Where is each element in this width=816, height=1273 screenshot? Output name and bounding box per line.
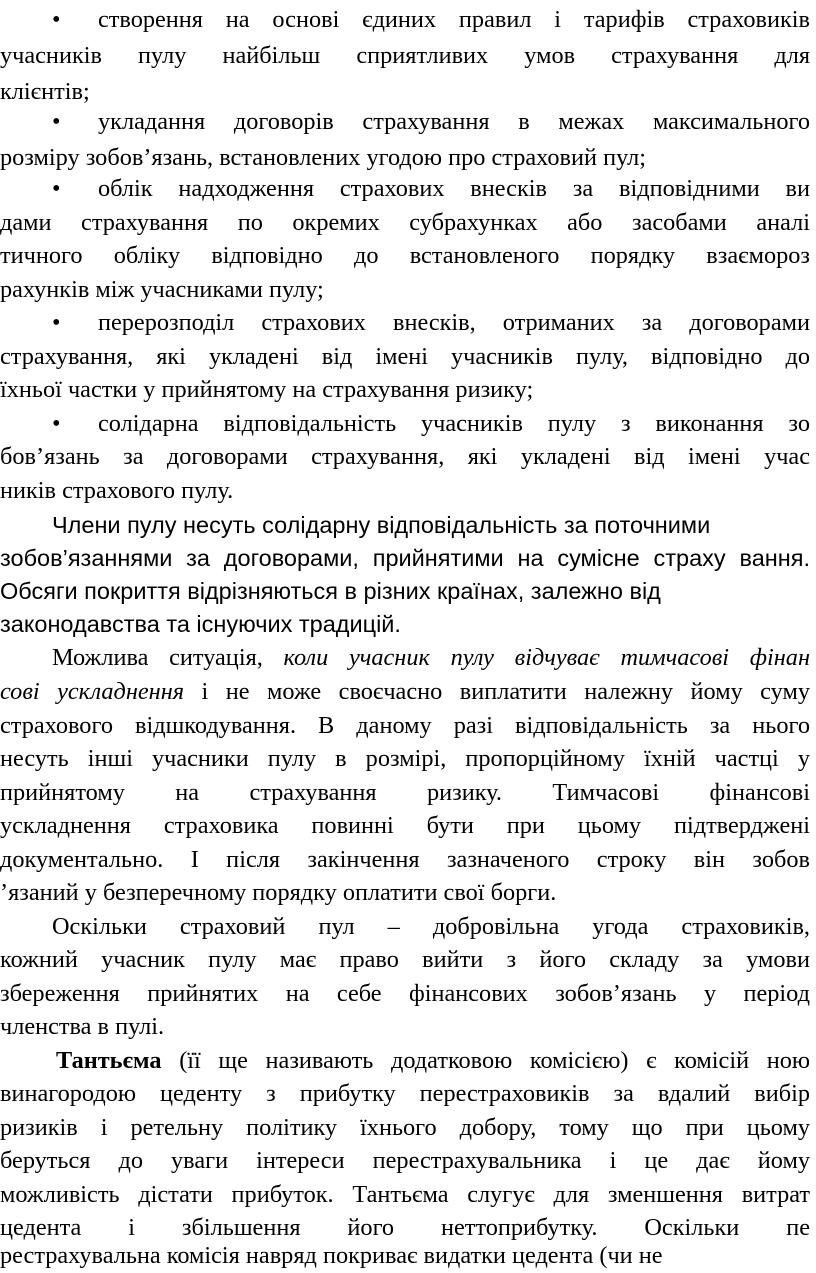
bullet-item-3-line-2: дами страхування по окремих субрахунках або засобами аналі — [0, 209, 810, 236]
paragraph-2-line-8: ’язаний у безперечному порядку оплатити свої борги. — [0, 879, 557, 906]
bullet-item-5-line-1 — [0, 406, 810, 442]
text-span: (її ще називають додатковою комісією) є комісій ною — [161, 1047, 810, 1074]
bullet-item-1-line-3: клієнтів; — [0, 78, 90, 105]
paragraph-3-line-2: кожний учасник пулу має право вийти з його складу за умови — [0, 946, 810, 973]
text-line: укладання договорів страхування в межах максимального — [98, 108, 810, 135]
bullet-mark: • — [52, 309, 61, 336]
paragraph-4-line-7: рестрахувальна комісія навряд покриває видатки цедента (чи не — [0, 1242, 663, 1269]
paragraph-4-line-3: ризиків і ретельну політику їхнього добору, тому що при цьому — [0, 1114, 810, 1141]
paragraph-2-line-4: несуть інші учасники пулу в розмірі, пропорційному їхній частці у — [0, 745, 810, 772]
bullet-item-3-line-3: тичного обліку відповідно до встановленого порядку взаєморoз — [0, 242, 810, 269]
paragraph-3-line-3: збереження прийнятих на себе фінансових зобов’язань у період — [0, 980, 810, 1007]
bullet-item-1-line-1 — [0, 2, 810, 38]
paragraph-4-line-5: можливість дістати прибуток. Тантьєма слугує для зменшення витрат — [0, 1181, 810, 1208]
paragraph-4-line-6: цедента і збільшення його неттоприбутку. Оскільки пе — [0, 1214, 810, 1241]
bullet-mark: • — [52, 108, 61, 135]
paragraph-4-line-4: беруться до уваги інтереси перестрахувальника і це дає йому — [0, 1147, 810, 1174]
paragraph-2-line-2 — [0, 674, 810, 710]
bullet-item-2-line-2: розміру зобов’язань, встановлених угодою про страховий пул; — [0, 144, 647, 171]
bullet-item-5-line-2: бов’язань за договорами страхування, які укладені від імені учас — [0, 443, 810, 470]
paragraph-2-line-6: ускладнення страховика повинні бути при цьому підтверджені — [0, 812, 810, 839]
paragraph-4-line-1 — [0, 1043, 810, 1079]
bullet-mark: • — [52, 410, 61, 437]
paragraph-1-line-2: зобов’язаннями за договорами, прийнятими на сумісне страху вання. — [0, 545, 810, 571]
italic-text-span: сові ускладнення — [0, 678, 185, 705]
bullet-item-4-line-3: їхньої частки у прийнятому на страхування ризику; — [0, 376, 534, 403]
italic-text-span: коли учасник пулу відчуває тимчасові фінан — [283, 644, 811, 671]
bullet-item-1-line-2: учасників пулу найбільш сприятливих умов страхування для — [0, 42, 810, 69]
paragraph-1-line-4: законодавства та існуючих традицій. — [0, 611, 401, 637]
paragraph-2-line-3: страхового відшкодування. В даному разі відповідальність за нього — [0, 712, 810, 739]
text-span: і не може своєчасно виплатити належну йому суму — [184, 678, 810, 705]
paragraph-4-line-2: винагородою цеденту з прибутку перестраховиків за вдалий вибір — [0, 1080, 810, 1107]
paragraph-2-line-5: прийнятому на страхування ризику. Тимчасові фінансові — [0, 779, 810, 806]
bullet-item-2-line-1 — [0, 104, 810, 140]
text-span: Можлива ситуація, — [52, 644, 284, 671]
bold-term: Тантьєма — [56, 1047, 162, 1074]
bullet-item-4-line-1 — [0, 305, 810, 341]
bullet-item-3-line-4: рахунків між учасниками пулу; — [0, 276, 324, 303]
bullet-mark: • — [52, 6, 61, 33]
text-line: солідарна відповідальність учасників пулу з виконання зо — [98, 410, 810, 437]
paragraph-1-line-3: Обсяги покриття відрізняються в різних країнах, залежно від — [0, 578, 661, 604]
text-line: облік надходження страхових внесків за відповідними ви — [98, 175, 810, 202]
bullet-item-5-line-3: ників страхового пулу. — [0, 477, 234, 504]
bullet-item-4-line-2: страхування, які укладені від імені учасників пулу, відповідно до — [0, 343, 810, 370]
text-line: створення на основі єдиних правил і тарифів страховиків — [98, 6, 810, 33]
paragraph-3-line-4: членства в пулі. — [0, 1013, 165, 1040]
bullet-item-3-line-1 — [0, 171, 810, 207]
paragraph-3-line-1: Оскільки страховий пул – добровільна угода страховиків, — [52, 913, 810, 940]
paragraph-1-line-1: Члени пулу несуть солідарну відповідальність за поточними — [52, 512, 711, 538]
text-line: перерозподіл страхових внесків, отриманих за договорами — [98, 309, 810, 336]
bullet-mark: • — [52, 175, 61, 202]
paragraph-2-line-1 — [0, 640, 810, 676]
paragraph-2-line-7: документально. І після закінчення зазначеного строку він зобов — [0, 846, 810, 873]
